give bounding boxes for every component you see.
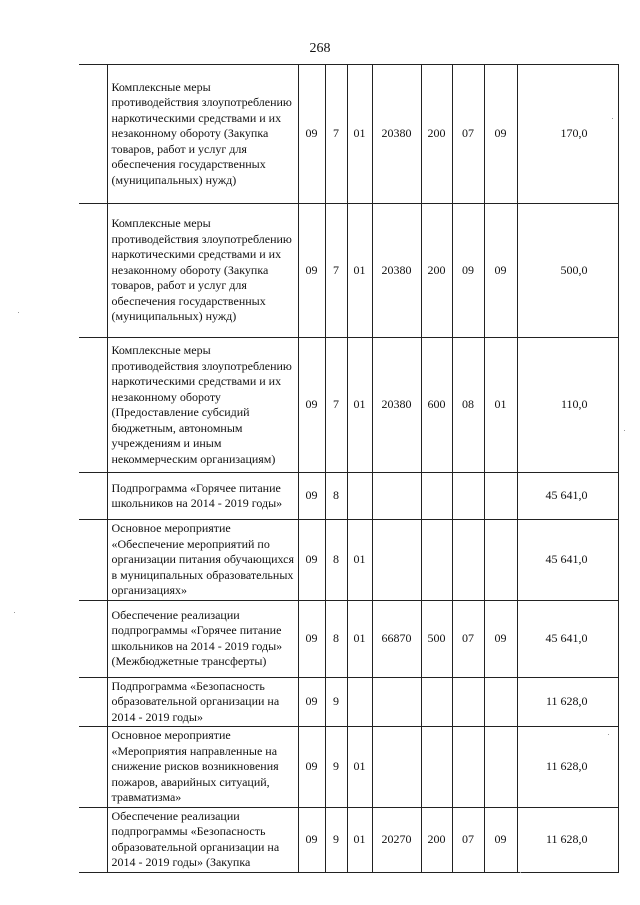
code-ministry: 09	[298, 727, 325, 808]
table-row	[79, 473, 618, 520]
code-subsection: 01	[484, 338, 517, 473]
code-subsection: 09	[484, 65, 517, 204]
code-subsection: 09	[484, 600, 517, 677]
code-activity: 01	[347, 727, 372, 808]
code-section: 07	[452, 600, 484, 677]
code-activity: 01	[347, 600, 372, 677]
code-activity: 01	[347, 338, 372, 473]
blank-cell	[79, 338, 107, 473]
amount: 11 628,0	[517, 727, 618, 808]
code-section: 07	[452, 807, 484, 872]
table-row	[79, 65, 618, 204]
code-activity: 01	[347, 807, 372, 872]
code-subsection	[484, 520, 517, 601]
item-name: Комплексные меры противодействия злоупотреблению наркотическими средствами и их незаконному обороту (Закупка товаров, работ и услуг для обеспечения государственных (муниципальных) нужд)	[107, 65, 298, 204]
code-program: 8	[325, 520, 347, 601]
table-row	[79, 727, 618, 808]
blank-cell	[79, 600, 107, 677]
code-program: 7	[325, 65, 347, 204]
item-name: Комплексные меры противодействия злоупотреблению наркотическими средствами и их незаконному обороту (Предоставление субсидий бюджетным, автономным учреждениям и иным некоммерческим организациям)	[107, 338, 298, 473]
page-number: 268	[309, 41, 331, 56]
code-ministry: 09	[298, 338, 325, 473]
code-activity: 01	[347, 204, 372, 338]
table-row	[79, 338, 618, 473]
blank-cell	[79, 677, 107, 727]
code-program: 9	[325, 727, 347, 808]
code-expense-type	[421, 727, 452, 808]
item-name: Подпрограмма «Безопасность образовательной организации на 2014 - 2019 годы»	[107, 677, 298, 727]
code-direction: 20380	[372, 338, 421, 473]
code-program: 9	[325, 807, 347, 872]
amount: 110,0	[517, 338, 618, 473]
table-row	[79, 520, 618, 601]
blank-cell	[79, 473, 107, 520]
code-program: 9	[325, 677, 347, 727]
item-name: Комплексные меры противодействия злоупотреблению наркотическими средствами и их незаконному обороту (Закупка товаров, работ и услуг для обеспечения государственных (муниципальных) нужд)	[107, 204, 298, 338]
code-section: 07	[452, 65, 484, 204]
code-activity	[347, 473, 372, 520]
code-expense-type: 200	[421, 204, 452, 338]
code-direction: 20380	[372, 204, 421, 338]
table-row	[79, 204, 618, 338]
amount: 45 641,0	[517, 520, 618, 601]
code-ministry: 09	[298, 473, 325, 520]
code-subsection	[484, 473, 517, 520]
code-expense-type	[421, 473, 452, 520]
code-expense-type	[421, 520, 452, 601]
code-subsection	[484, 727, 517, 808]
code-section	[452, 473, 484, 520]
code-ministry: 09	[298, 204, 325, 338]
blank-cell	[79, 727, 107, 808]
code-section: 08	[452, 338, 484, 473]
code-section	[452, 520, 484, 601]
amount: 11 628,0	[517, 677, 618, 727]
amount: 11 628,0	[517, 807, 618, 872]
code-direction: 20380	[372, 65, 421, 204]
code-expense-type: 500	[421, 600, 452, 677]
code-expense-type	[421, 677, 452, 727]
code-direction: 66870	[372, 600, 421, 677]
code-activity	[347, 677, 372, 727]
code-direction	[372, 473, 421, 520]
blank-cell	[79, 520, 107, 601]
table-row	[79, 600, 618, 677]
code-program: 7	[325, 338, 347, 473]
blank-cell	[79, 65, 107, 204]
code-expense-type: 200	[421, 65, 452, 204]
code-direction	[372, 520, 421, 601]
code-section	[452, 727, 484, 808]
code-ministry: 09	[298, 807, 325, 872]
amount: 170,0	[517, 65, 618, 204]
code-ministry: 09	[298, 600, 325, 677]
code-ministry: 09	[298, 65, 325, 204]
code-program: 7	[325, 204, 347, 338]
code-program: 8	[325, 473, 347, 520]
code-section: 09	[452, 204, 484, 338]
code-subsection: 09	[484, 807, 517, 872]
code-direction	[372, 727, 421, 808]
code-activity: 01	[347, 520, 372, 601]
blank-cell	[79, 204, 107, 338]
amount: 45 641,0	[517, 473, 618, 520]
code-subsection: 09	[484, 204, 517, 338]
code-subsection	[484, 677, 517, 727]
item-name: Обеспечение реализации подпрограммы «Горячее питание школьников на 2014 - 2019 годы» (Межбюджетные трансферты)	[107, 600, 298, 677]
budget-table	[79, 64, 619, 873]
code-expense-type: 600	[421, 338, 452, 473]
item-name: Основное мероприятие «Обеспечение мероприятий по организации питания обучающихся в муниципальных образовательных организациях»	[107, 520, 298, 601]
code-expense-type: 200	[421, 807, 452, 872]
table-row	[79, 677, 618, 727]
blank-cell	[79, 807, 107, 872]
code-program: 8	[325, 600, 347, 677]
item-name: Основное мероприятие «Мероприятия направленные на снижение рисков возникновения пожаров, аварийных ситуаций, травматизма»	[107, 727, 298, 808]
code-direction	[372, 677, 421, 727]
item-name: Подпрограмма «Горячее питание школьников на 2014 - 2019 годы»	[107, 473, 298, 520]
code-ministry: 09	[298, 677, 325, 727]
amount: 45 641,0	[517, 600, 618, 677]
amount: 500,0	[517, 204, 618, 338]
code-direction: 20270	[372, 807, 421, 872]
table-row	[79, 807, 618, 872]
code-activity: 01	[347, 65, 372, 204]
code-section	[452, 677, 484, 727]
item-name: Обеспечение реализации подпрограммы «Безопасность образовательной организации на 2014 - 2019 годы» (Закупка	[107, 807, 298, 872]
code-ministry: 09	[298, 520, 325, 601]
